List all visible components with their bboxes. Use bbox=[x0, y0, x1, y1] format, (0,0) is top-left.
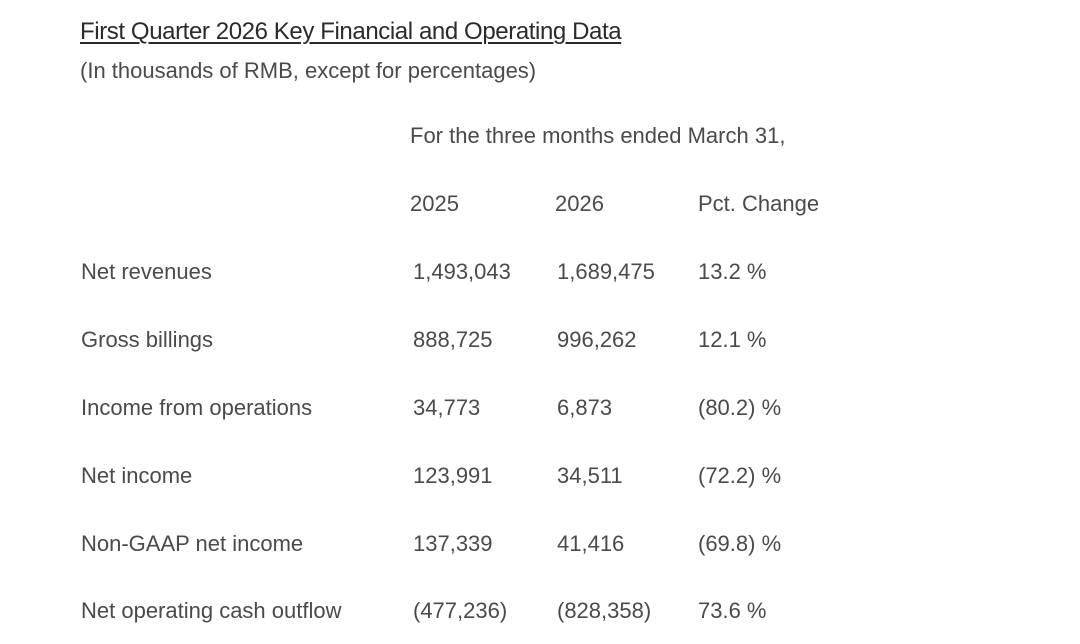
row-label: Net operating cash outflow bbox=[81, 598, 342, 623]
value-2026: 6,873 bbox=[557, 395, 613, 420]
pct-change: 12.1 % bbox=[698, 327, 767, 352]
column-header-2026: 2026 bbox=[555, 191, 604, 216]
row-label: Net income bbox=[81, 463, 193, 488]
pct-change: (80.2) % bbox=[698, 395, 782, 420]
table-row-net-revenues bbox=[0, 259, 1080, 289]
pct-change: 73.6 % bbox=[698, 598, 767, 623]
row-label: Gross billings bbox=[81, 327, 214, 352]
value-2025: 1,493,043 bbox=[413, 259, 511, 284]
pct-change: (72.2) % bbox=[698, 463, 782, 488]
document-title: First Quarter 2026 Key Financial and Operating Data bbox=[80, 18, 622, 45]
value-2025: 888,725 bbox=[413, 327, 493, 352]
value-2026: 34,511 bbox=[557, 463, 623, 488]
table-row-income-from-operations bbox=[0, 395, 1080, 425]
row-label: Net revenues bbox=[81, 259, 212, 284]
table-row-non-gaap-net-income bbox=[0, 531, 1080, 561]
column-header-pct-change: Pct. Change bbox=[698, 191, 820, 216]
value-2026: 41,416 bbox=[557, 531, 625, 556]
value-2025: 123,991 bbox=[413, 463, 493, 488]
document-subtitle: (In thousands of RMB, except for percentages) bbox=[80, 58, 537, 83]
row-label: Non-GAAP net income bbox=[81, 531, 304, 556]
value-2026: 1,689,475 bbox=[557, 259, 655, 284]
column-header-2025: 2025 bbox=[410, 191, 459, 216]
table-row-net-income bbox=[0, 463, 1080, 493]
value-2026: 996,262 bbox=[557, 327, 637, 352]
pct-change: (69.8) % bbox=[698, 531, 782, 556]
pct-change: 13.2 % bbox=[698, 259, 767, 284]
table-row-net-operating-cash-outflow bbox=[0, 598, 1080, 628]
value-2025: 34,773 bbox=[413, 395, 481, 420]
value-2026: (828,358) bbox=[557, 598, 652, 623]
table-row-gross-billings bbox=[0, 327, 1080, 357]
value-2025: 137,339 bbox=[413, 531, 493, 556]
value-2025: (477,236) bbox=[413, 598, 508, 623]
row-label: Income from operations bbox=[81, 395, 313, 420]
period-header: For the three months ended March 31, bbox=[410, 123, 786, 148]
